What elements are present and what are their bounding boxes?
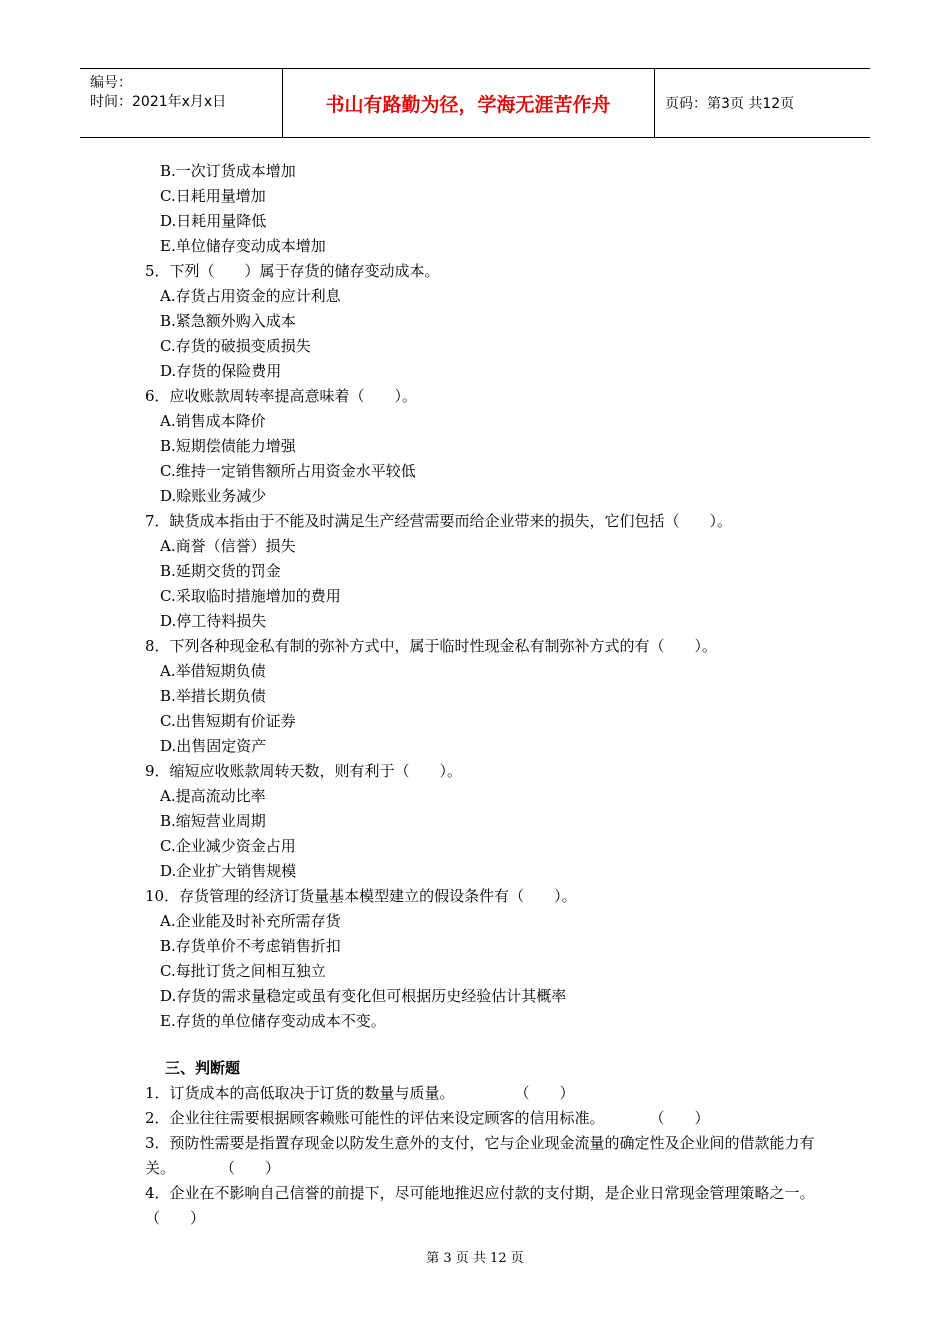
option-line: B.延期交货的罚金 <box>160 562 281 580</box>
page-footer: 第 3 页 共 12 页 <box>426 1251 524 1266</box>
document-body <box>145 159 868 1231</box>
judgment-item: 1．订货成本的高低取决于订货的数量与质量。 （ ） <box>145 1084 575 1102</box>
option-line: A.举借短期负债 <box>160 662 266 680</box>
page-header <box>80 68 870 138</box>
option-line: B.举措长期负债 <box>160 687 266 705</box>
option-line: C.出售短期有价证券 <box>160 712 296 730</box>
question-line: 6．应收账款周转率提高意味着（ ）。 <box>145 387 418 405</box>
option-line: C.采取临时措施增加的费用 <box>160 587 341 605</box>
header-motto-cell <box>282 69 655 137</box>
option-line: A.企业能及时补充所需存货 <box>160 912 341 930</box>
section-heading: 三、判断题 <box>165 1059 241 1077</box>
option-line: A.销售成本降价 <box>160 412 266 430</box>
option-line: B.缩短营业周期 <box>160 812 266 830</box>
option-line: B.紧急额外购入成本 <box>160 312 296 330</box>
option-line: D.企业扩大销售规模 <box>160 862 297 880</box>
header-page-info: 页码：第3页 共12页 <box>665 96 795 112</box>
option-line: B.存货单价不考虑销售折扣 <box>160 937 341 955</box>
option-line: C.每批订货之间相互独立 <box>160 962 326 980</box>
time-label: 时间：2021年x月x日 <box>90 94 227 110</box>
option-line: D.存货的保险费用 <box>160 362 282 380</box>
judgment-item: 2．企业往往需要根据顾客赖账可能性的评估来设定顾客的信用标准。 （ ） <box>145 1109 710 1127</box>
option-line: E.存货的单位储存变动成本不变。 <box>160 1012 386 1030</box>
number-label: 编号： <box>90 75 132 91</box>
question-line: 5．下列（ ）属于存货的储存变动成本。 <box>145 262 440 280</box>
option-line: D.停工待料损失 <box>160 612 267 630</box>
judgment-item: 4．企业在不影响自己信誉的前提下，尽可能地推迟应付款的支付期，是企业日常现金管理策略之一。 （ ） <box>145 1184 868 1227</box>
option-line: E.单位储存变动成本增加 <box>160 237 326 255</box>
question-line: 9．缩短应收账款周转天数，则有利于（ ）。 <box>145 762 463 780</box>
option-line: B.短期偿债能力增强 <box>160 437 296 455</box>
option-line: D.赊账业务减少 <box>160 487 267 505</box>
question-line: 10．存货管理的经济订货量基本模型建立的假设条件有（ ）。 <box>145 887 577 905</box>
option-line: C.维持一定销售额所占用资金水平较低 <box>160 462 416 480</box>
option-line: C.日耗用量增加 <box>160 187 266 205</box>
option-line: C.存货的破损变质损失 <box>160 337 311 355</box>
question-line: 7．缺货成本指由于不能及时满足生产经营需要而给企业带来的损失，它们包括（ ）。 <box>145 512 733 530</box>
option-line: A.存货占用资金的应计利息 <box>160 287 341 305</box>
option-line: B.一次订货成本增加 <box>160 162 296 180</box>
option-line: A.商誉（信誉）损失 <box>160 537 296 555</box>
judgment-item: 3．预防性需要是指置存现金以防发生意外的支付，它与企业现金流量的确定性及企业间的借款能力有关。 （ ） <box>145 1134 815 1177</box>
question-line: 8．下列各种现金私有制的弥补方式中，属于临时性现金私有制弥补方式的有（ ）。 <box>145 637 718 655</box>
option-line: C.企业减少资金占用 <box>160 837 296 855</box>
header-meta-cell <box>80 69 283 137</box>
option-line: D.出售固定资产 <box>160 737 267 755</box>
motto-text: 书山有路勤为径，学海无涯苦作舟 <box>325 93 611 116</box>
option-line: A.提高流动比率 <box>160 787 266 805</box>
option-line: D.日耗用量降低 <box>160 212 267 230</box>
option-line: D.存货的需求量稳定或虽有变化但可根据历史经验估计其概率 <box>160 987 567 1005</box>
